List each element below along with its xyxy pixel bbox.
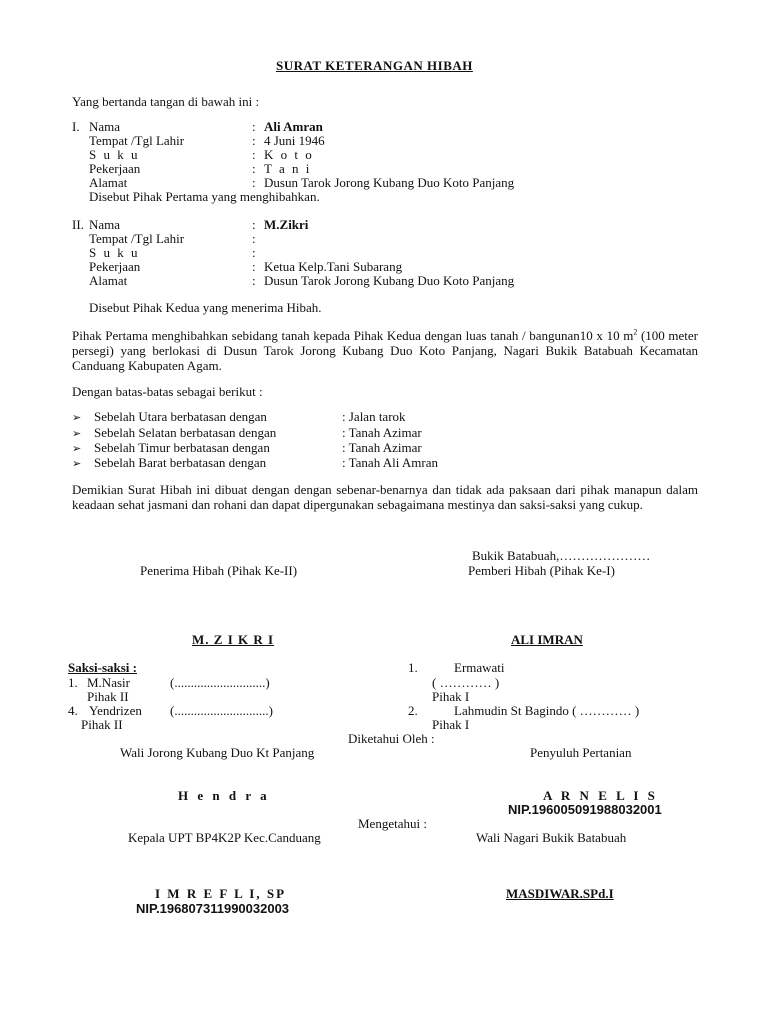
penyuluh-nip: NIP.196005091988032001 [508, 802, 662, 817]
colon: : [252, 245, 256, 260]
boundary-side: Sebelah Utara berbatasan dengan [94, 409, 267, 424]
place-date: Bukik Batabuah,………………… [472, 548, 651, 563]
party-two-address-value: Dusun Tarok Jorong Kubang Duo Koto Panjang [264, 273, 515, 288]
penyuluh-title: Penyuluh Pertanian [530, 745, 632, 760]
giver-name: ALI IMRAN [511, 632, 583, 647]
arrow-bullet-icon: ➢ [72, 411, 82, 424]
colon: : [252, 175, 256, 190]
witness-title: Saksi-saksi : [68, 660, 137, 675]
party-one-birth-value: 4 Juni 1946 [264, 133, 325, 148]
party-two-birth-label: Tempat /Tgl Lahir [89, 231, 185, 246]
wali-nagari-name: MASDIWAR.SPd.I [506, 886, 614, 901]
colon: : [252, 147, 256, 162]
party-two-name-value: M.Zikri [264, 217, 309, 232]
known-by: Diketahui Oleh : [348, 731, 435, 746]
colon: : [252, 133, 256, 148]
witness-role: Pihak II [81, 717, 123, 732]
wali-jorong-name: H e n d r a [178, 788, 270, 803]
witness-name: Yendrizen [89, 703, 142, 718]
witness-number: 2. [408, 703, 418, 718]
arrow-bullet-icon: ➢ [72, 442, 82, 455]
kepala-title: Kepala UPT BP4K2P Kec.Canduang [128, 830, 321, 845]
document-title: SURAT KETERANGAN HIBAH [276, 58, 473, 73]
receiver-label: Penerima Hibah (Pihak Ke-II) [140, 563, 298, 578]
party-one-name-label: Nama [89, 119, 121, 134]
witness-role: Pihak II [87, 689, 129, 704]
party-two-role: Disebut Pihak Kedua yang menerima Hibah. [89, 300, 322, 315]
colon: : [252, 119, 256, 134]
grant-superscript: 2 [633, 327, 638, 337]
kepala-nip: NIP.196807311990032003 [136, 901, 290, 916]
colon: : [252, 259, 256, 274]
witness-number: 1. [408, 660, 418, 675]
kepala-name: I M R E F L I, SP [155, 886, 287, 901]
witness-signature-line: ( ………… ) [432, 675, 500, 690]
party-one-number: I. [72, 119, 80, 134]
colon: : [252, 231, 256, 246]
wali-nagari-title: Wali Nagari Bukik Batabuah [476, 830, 627, 845]
closing-paragraph: Demikian Surat Hibah ini dibuat dengan dengan sebenar-benarnya dan tidak ada paksaan dari pihak manapun dalam keadaan sehat jasmani dan rohani dan dapat dipergunakan sebagaimana mestinya dan saksi-saksi yang cukup. [72, 482, 698, 512]
arrow-bullet-icon: ➢ [72, 427, 82, 440]
party-two-job-value: Ketua Kelp.Tani Subarang [264, 259, 403, 274]
colon: : [252, 161, 256, 176]
colon: : [252, 273, 256, 288]
grant-paragraph [72, 328, 698, 373]
witness-role: Pihak I [432, 717, 470, 732]
boundary-side: Sebelah Timur berbatasan dengan [94, 440, 270, 455]
witness-name: Lahmudin St Bagindo ( ………… ) [454, 703, 640, 718]
receiver-name: M. Z I K R I [192, 632, 275, 647]
party-one-address-label: Alamat [89, 175, 128, 190]
witness-signature-line: (.............................) [170, 703, 273, 718]
party-two-job-label: Pekerjaan [89, 259, 141, 274]
grant-text-part1: Pihak Pertama menghibahkan sebidang tanah kepada Pihak Kedua dengan luas tanah / bangunan10 x 10 m [72, 328, 634, 343]
witness-number: 1. [68, 675, 78, 690]
approved-by: Mengetahui : [358, 816, 427, 831]
intro-text: Yang bertanda tangan di bawah ini : [72, 94, 260, 109]
party-one-suku-label: S u k u [89, 147, 140, 162]
witness-name: M.Nasir [87, 675, 130, 690]
witness-number: 4. [68, 703, 78, 718]
arrow-bullet-icon: ➢ [72, 457, 82, 470]
boundary-side: Sebelah Selatan berbatasan dengan [94, 425, 277, 440]
witness-signature-line: (............................) [170, 675, 270, 690]
colon: : [252, 217, 256, 232]
party-one-address-value: Dusun Tarok Jorong Kubang Duo Koto Panjang [264, 175, 515, 190]
party-two-address-label: Alamat [89, 273, 128, 288]
witness-name: Ermawati [454, 660, 505, 675]
boundary-value: : Tanah Ali Amran [342, 455, 438, 470]
party-one-name-value: Ali Amran [264, 119, 323, 134]
party-two-suku-label: S u k u [89, 245, 140, 260]
party-one-birth-label: Tempat /Tgl Lahir [89, 133, 185, 148]
giver-label: Pemberi Hibah (Pihak Ke-I) [468, 563, 615, 578]
boundary-side: Sebelah Barat berbatasan dengan [94, 455, 267, 470]
party-one-role: Disebut Pihak Pertama yang menghibahkan. [89, 189, 320, 204]
penyuluh-name: A R N E L I S [543, 788, 658, 803]
party-one-job-value: T a n i [264, 161, 312, 176]
party-one-suku-value: K o t o [264, 147, 314, 162]
grant-text-part2: (100 meter persegi) yang berlokasi di Dusun Tarok Jorong Kubang Duo Koto Panjang, Nagari Bukik Batabuah Kecamatan Canduang Kabupaten Agam. [72, 328, 698, 373]
witness-role: Pihak I [432, 689, 470, 704]
boundary-value: : Tanah Azimar [342, 440, 422, 455]
wali-jorong-title: Wali Jorong Kubang Duo Kt Panjang [120, 745, 315, 760]
boundaries-intro: Dengan batas-batas sebagai berikut : [72, 384, 263, 399]
party-one-job-label: Pekerjaan [89, 161, 141, 176]
boundary-value: : Jalan tarok [342, 409, 406, 424]
boundary-value: : Tanah Azimar [342, 425, 422, 440]
party-two-name-label: Nama [89, 217, 121, 232]
party-two-number: II. [72, 217, 84, 232]
